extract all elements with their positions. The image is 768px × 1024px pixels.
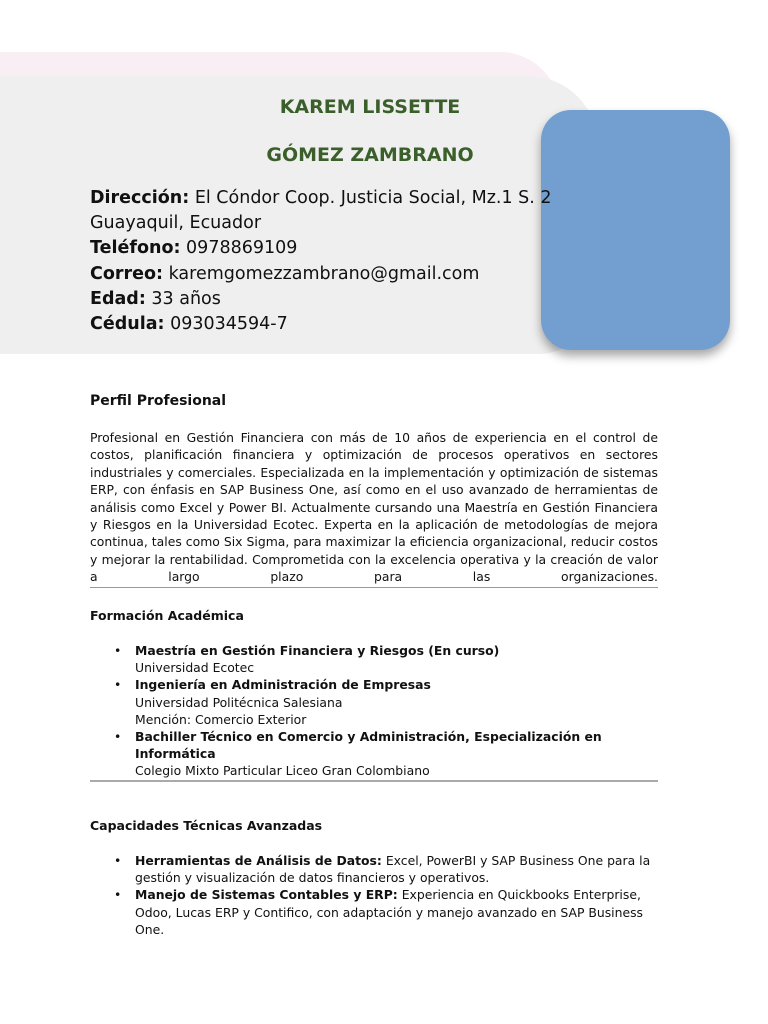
skill-label: Manejo de Sistemas Contables y ERP:: [135, 887, 398, 903]
education-mention: Mención: Comercio Exterior: [135, 711, 307, 727]
email-value: karemgomezzambrano@gmail.com: [168, 263, 480, 284]
age-value: 33 años: [151, 288, 221, 309]
list-item: [90, 852, 660, 886]
skill-text: Excel, PowerBI y SAP Business One para la gestión y visualización de datos financieros y operativos.: [135, 853, 651, 886]
skills-list: [90, 852, 660, 938]
id-row: [90, 312, 540, 337]
education-institution: Colegio Mixto Particular Liceo Gran Colombiano: [135, 763, 430, 779]
phone-label: Teléfono:: [90, 238, 181, 259]
phone-row: [90, 236, 540, 261]
id-value: 093034594-7: [170, 314, 288, 335]
education-institution: Universidad Ecotec: [135, 660, 255, 676]
bullet-icon: •: [114, 643, 122, 658]
photo-placeholder: [541, 110, 730, 350]
contact-block: [90, 186, 552, 337]
profile-heading: Perfil Profesional: [90, 393, 227, 409]
bullet-icon: •: [114, 729, 122, 745]
email-label: Correo:: [90, 263, 164, 284]
list-item: [90, 642, 660, 676]
list-item: [90, 728, 660, 780]
email-row: [90, 262, 540, 287]
education-heading: Formación Académica: [90, 608, 244, 623]
bullet-icon: •: [114, 677, 122, 693]
profile-summary: Profesional en Gestión Financiera con más de 10 años de experiencia en el control de costos, planificación financiera y optimización de procesos operativos en sectores industriales y comerciales. Especializada en la implementación y optimización de sistemas ERP, con énfasis en SAP Business One, así como en el uso avanzado de herramientas de análisis como Excel y Power BI. Actualmente cursando una Maestría en Gestión Financiera y Riesgos en la Universidad Ecotec. Experta en la aplicación de metodologías de mejora continua, tales como Six Sigma, para maximizar la eficiencia organizacional, reducir costos y mejorar la rentabilidad. Comprometida con la excelencia operativa y la creación de valor a largo plazo para las organizaciones.: [90, 429, 658, 588]
address-label: Dirección:: [90, 188, 190, 208]
last-names: GÓMEZ ZAMBRANO: [266, 144, 474, 166]
bullet-icon: •: [114, 887, 122, 903]
id-label: Cédula:: [90, 314, 165, 335]
first-names: KAREM LISSETTE: [279, 96, 461, 118]
education-degree: Maestría en Gestión Financiera y Riesgos (En curso): [135, 643, 500, 658]
skill-text: Experiencia en Quickbooks Enterprise, Odoo, Lucas ERP y Contifico, con adaptación y manejo avanzado en SAP Business One.: [135, 887, 644, 937]
skill-label: Herramientas de Análisis de Datos:: [135, 853, 382, 868]
age-row: [90, 287, 540, 312]
phone-value: 0978869109: [186, 238, 298, 259]
education-list: [90, 642, 660, 780]
education-degree: Bachiller Técnico en Comercio y Administración, Especialización en Informática: [135, 729, 602, 762]
education-degree: Ingeniería en Administración de Empresas: [135, 677, 431, 693]
section-divider: [90, 780, 658, 782]
list-item: [90, 886, 660, 938]
bullet-icon: •: [114, 853, 122, 868]
address-row: [90, 186, 552, 211]
age-label: Edad:: [90, 288, 146, 309]
education-institution: Universidad Politécnica Salesiana: [135, 694, 343, 710]
list-item: [90, 676, 660, 728]
address-line2: Guayaquil, Ecuador: [90, 213, 262, 234]
skills-heading: Capacidades Técnicas Avanzadas: [90, 818, 323, 833]
address-value: El Cóndor Coop. Justicia Social, Mz.1 S. 2: [194, 188, 552, 208]
